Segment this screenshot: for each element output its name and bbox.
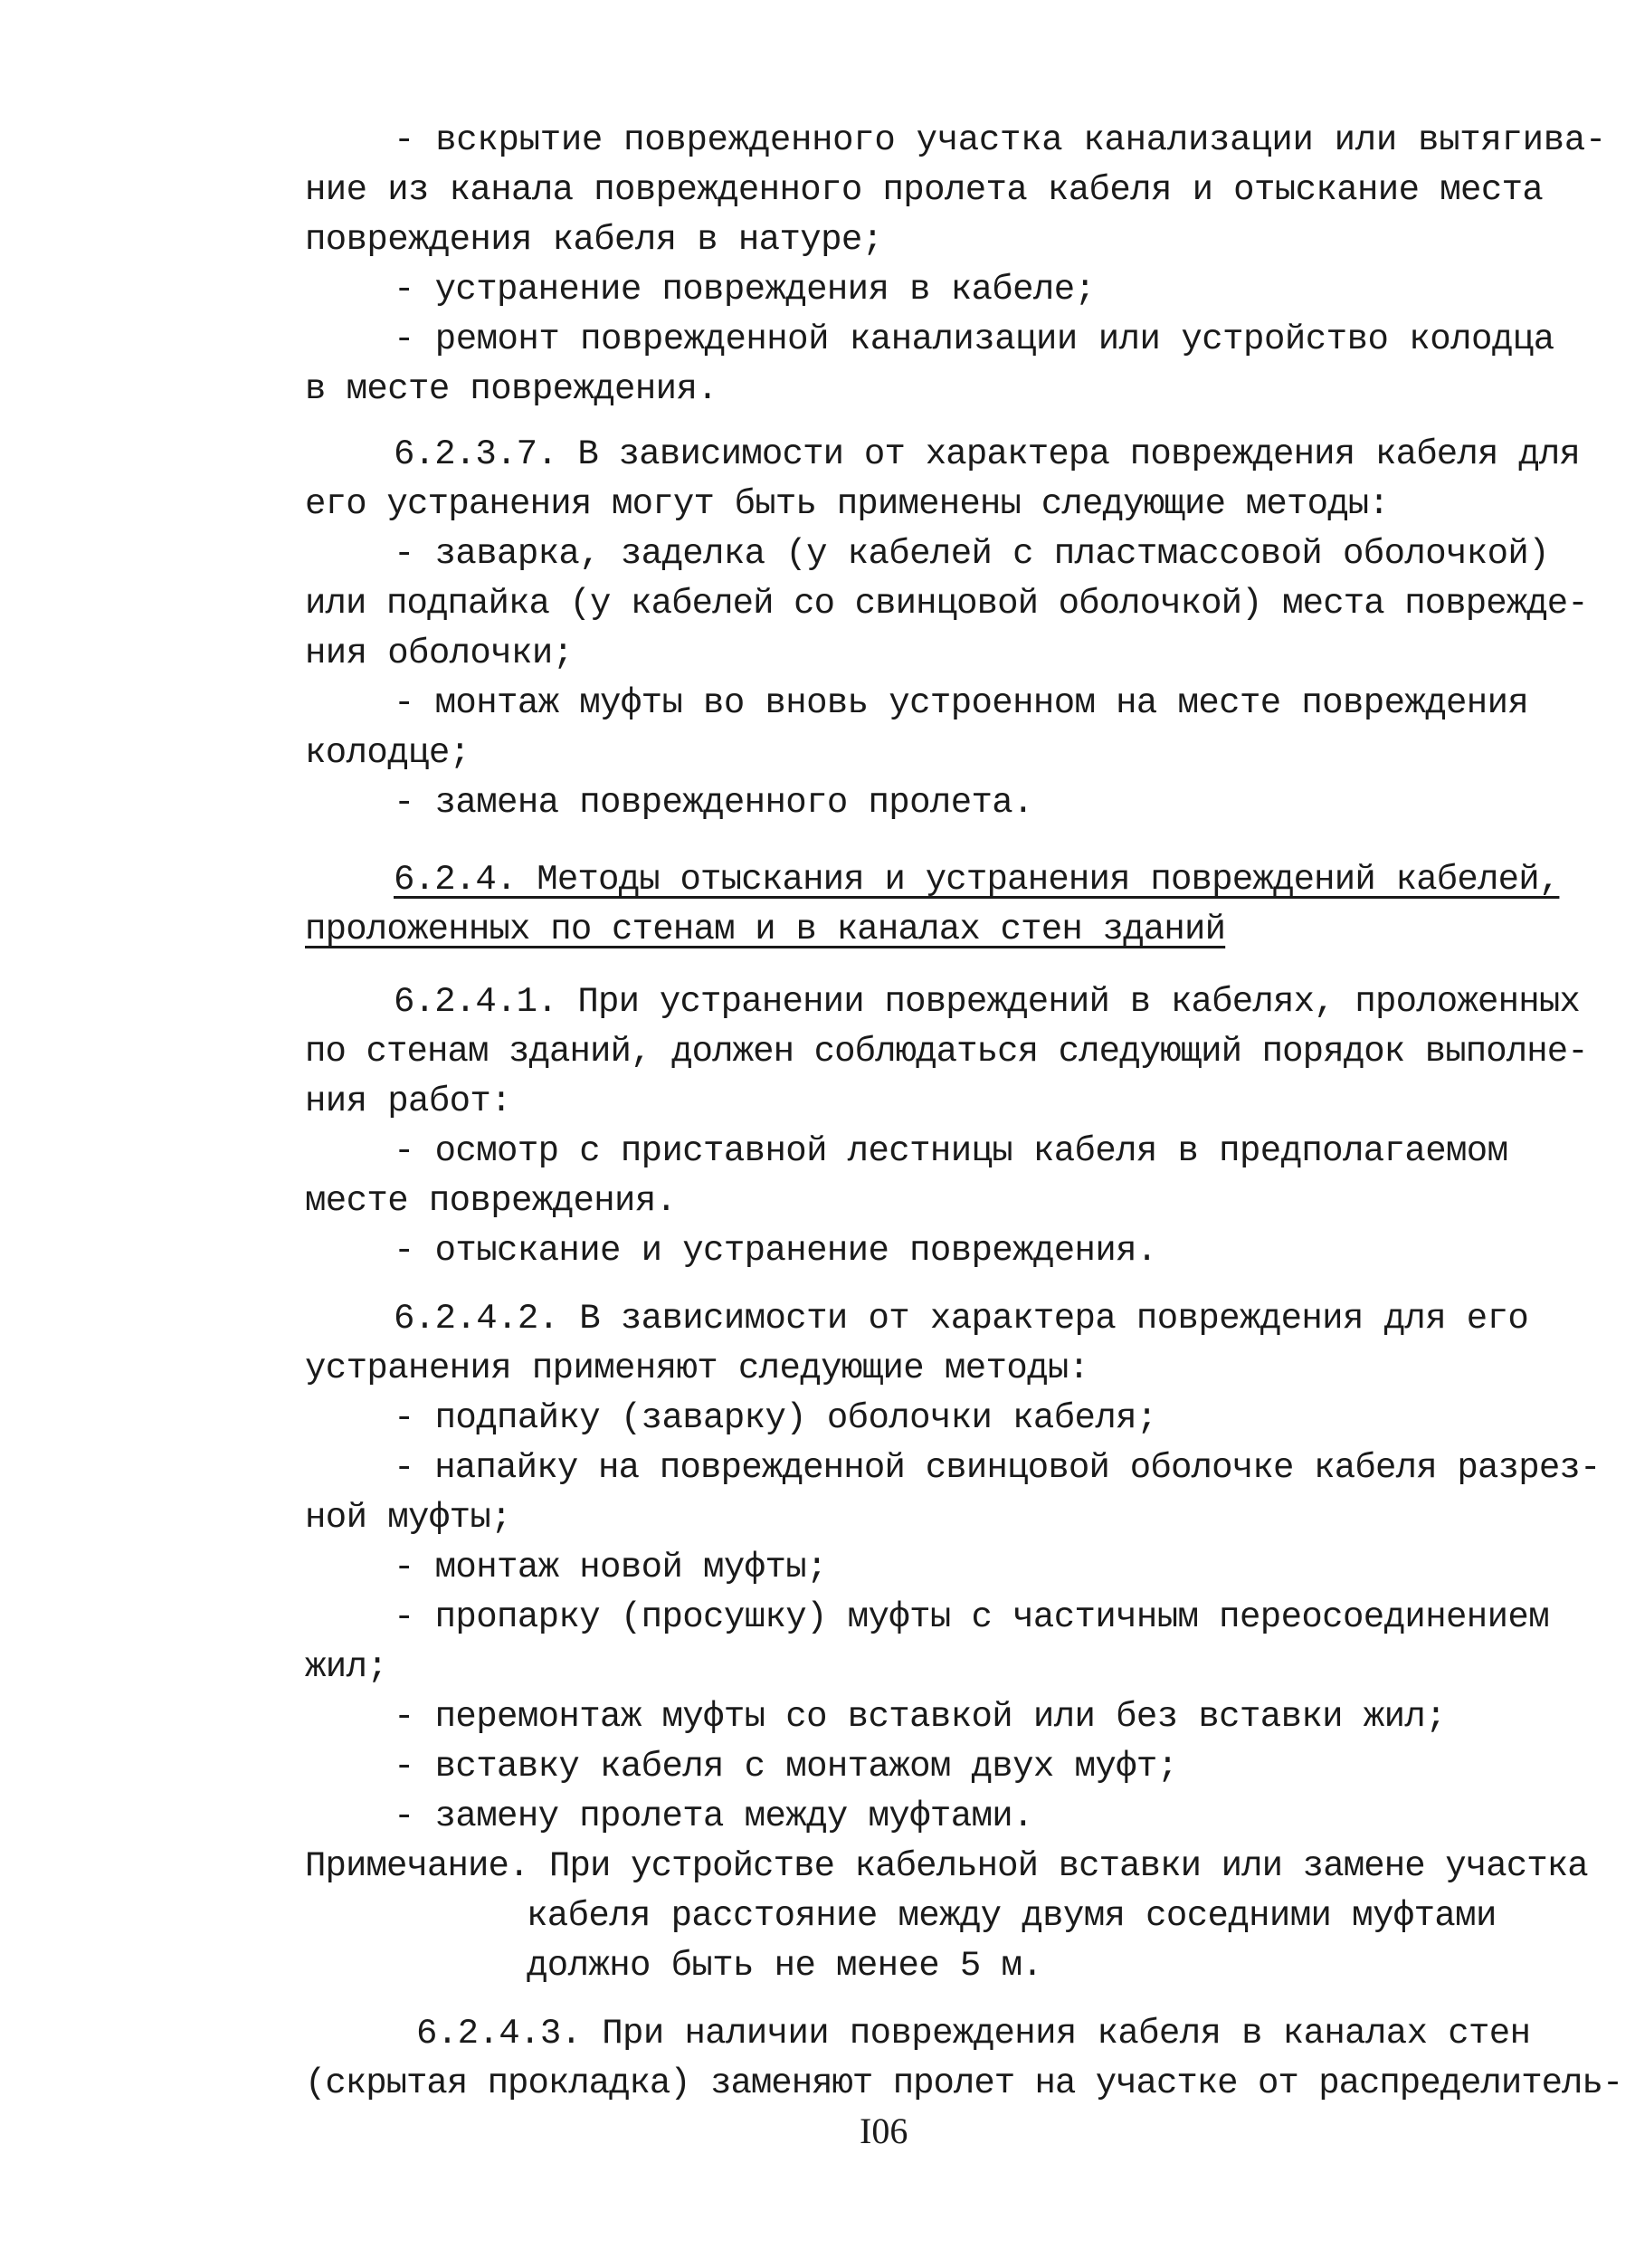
text-line: - устранение повреждения в кабеле; [394,270,1096,310]
text-line: ния работ: [305,1082,512,1121]
note-line: кабеля расстояние между двумя соседними муфтами [527,1896,1497,1936]
text-line: - осмотр с приставной лестницы кабеля в предполагаемом [394,1131,1508,1171]
text-line: ние из канала поврежденного пролета кабеля и отыскание места [305,170,1544,210]
text-line: жил; [305,1647,388,1687]
text-line: ния оболочки; [305,634,574,673]
text-line: (скрытая прокладка) заменяют пролет на участке от распределитель- [305,2063,1623,2103]
text-line: - напайку на поврежденной свинцовой оболочке кабеля разрез- [394,1448,1601,1488]
text-line: его устранения могут быть применены следующие методы: [305,484,1390,524]
text-line: устранения применяют следующие методы: [305,1348,1089,1388]
text-line: или подпайка (у кабелей со свинцовой оболочкой) места поврежде- [305,584,1588,624]
text-line: - подпайку (заварку) оболочки кабеля; [394,1398,1157,1438]
text-line: - монтаж новой муфты; [394,1548,827,1587]
text-line: колодце; [305,733,471,773]
section-heading: 6.2.4. Методы отыскания и устранения повреждений кабелей, [394,860,1560,900]
paragraph-6-2-4-3-heading: 6.2.4.3. При наличии повреждения кабеля в каналах стен [416,2014,1531,2054]
text-line: - вставку кабеля с монтажом двух муфт; [394,1747,1178,1787]
text-line: месте повреждения. [305,1181,677,1221]
page-number: I06 [860,2111,908,2151]
text-line: ной муфты; [305,1498,512,1538]
section-heading: проложенных по стенам и в каналах стен зданий [305,910,1226,949]
text-line: в месте повреждения. [305,369,718,409]
note-line: должно быть не менее 5 м. [527,1946,1043,1986]
text-line: повреждения кабеля в натуре; [305,220,883,260]
paragraph-6-2-4-2-heading: 6.2.4.2. В зависимости от характера повреждения для его [394,1299,1529,1339]
note-line: Примечание. При устройстве кабельной вставки или замене участка [305,1846,1588,1886]
text-line: - ремонт поврежденной канализации или устройство колодца [394,319,1554,359]
paragraph-6-2-3-7-heading: 6.2.3.7. В зависимости от характера повреждения кабеля для [394,434,1581,474]
text-line: - замену пролета между муфтами. [394,1796,1033,1836]
text-line: - вскрытие поврежденного участка канализации или вытягива- [394,120,1607,160]
text-line: - перемонтаж муфты со вставкой или без вставки жил; [394,1697,1446,1737]
paragraph-6-2-4-1-heading: 6.2.4.1. При устранении повреждений в кабелях, проложенных [394,982,1581,1022]
text-line: по стенам зданий, должен соблюдаться следующий порядок выполне- [305,1032,1588,1072]
text-line: - отыскание и устранение повреждения. [394,1231,1157,1271]
text-line: - монтаж муфты во вновь устроенном на месте повреждения [394,683,1529,723]
text-line: - замена поврежденного пролета. [394,783,1033,823]
text-line: - заварка, заделка (у кабелей с пластмассовой оболочкой) [394,534,1550,574]
text-line: - пропарку (просушку) муфты с частичным переосоединением [394,1597,1550,1637]
